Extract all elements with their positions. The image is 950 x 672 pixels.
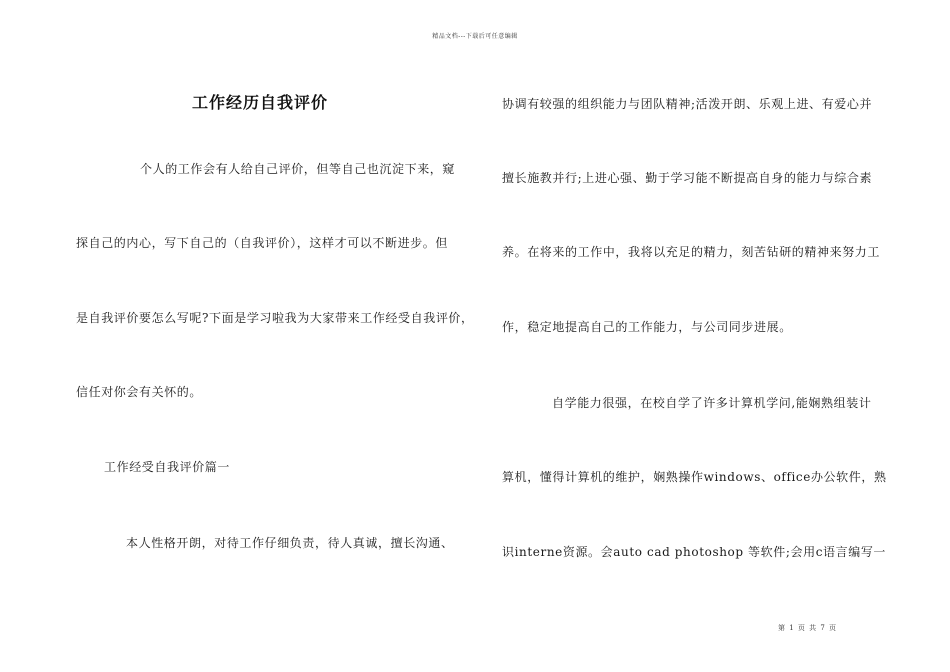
left-paragraph-line: 探自己的内心，写下自己的（自我评价），这样才可以不断进步。但 (76, 236, 449, 250)
document-title: 工作经历自我评价 (192, 93, 329, 112)
right-paragraph-line: 擅长施教并行;上进心强、勤于学习能不断提高自身的能力与综合素 (502, 171, 873, 185)
right-paragraph-line: 协调有较强的组织能力与团队精神;活泼开朗、乐观上进、有爱心并 (502, 97, 873, 111)
page-header-note: 精品文档---下载后可任意编辑 (432, 33, 518, 40)
left-paragraph-line: 个人的工作会有人给自己评价，但等自己也沉淀下来，窥 (140, 162, 456, 176)
right-paragraph-line: 养。在将来的工作中，我将以充足的精力，刻苦钻研的精神来努力工 (502, 245, 881, 259)
left-paragraph-line: 本人性格开朗，对待工作仔细负责，待人真诚，擅长沟通、 (126, 536, 454, 550)
section-heading: 工作经受自我评价篇一 (104, 460, 231, 474)
right-paragraph-line: 自学能力很强，在校自学了许多计算机学问,能娴熟组装计 (552, 396, 872, 410)
right-paragraph-line: 算机，懂得计算机的维护，娴熟操作windows、office办公软件，熟 (502, 470, 887, 484)
left-paragraph-line: 信任对你会有关怀的。 (76, 385, 203, 399)
right-paragraph-line: 作，稳定地提高自己的工作能力，与公司同步进展。 (502, 320, 792, 334)
left-paragraph-line: 是自我评价要怎么写呢?下面是学习啦我为大家带来工作经受自我评价， (76, 311, 474, 325)
page-number-indicator: 第 1 页 共 7 页 (778, 624, 838, 632)
right-paragraph-line: 识interne资源。会auto cad photoshop 等软件;会用c语言编写一 (502, 545, 887, 559)
